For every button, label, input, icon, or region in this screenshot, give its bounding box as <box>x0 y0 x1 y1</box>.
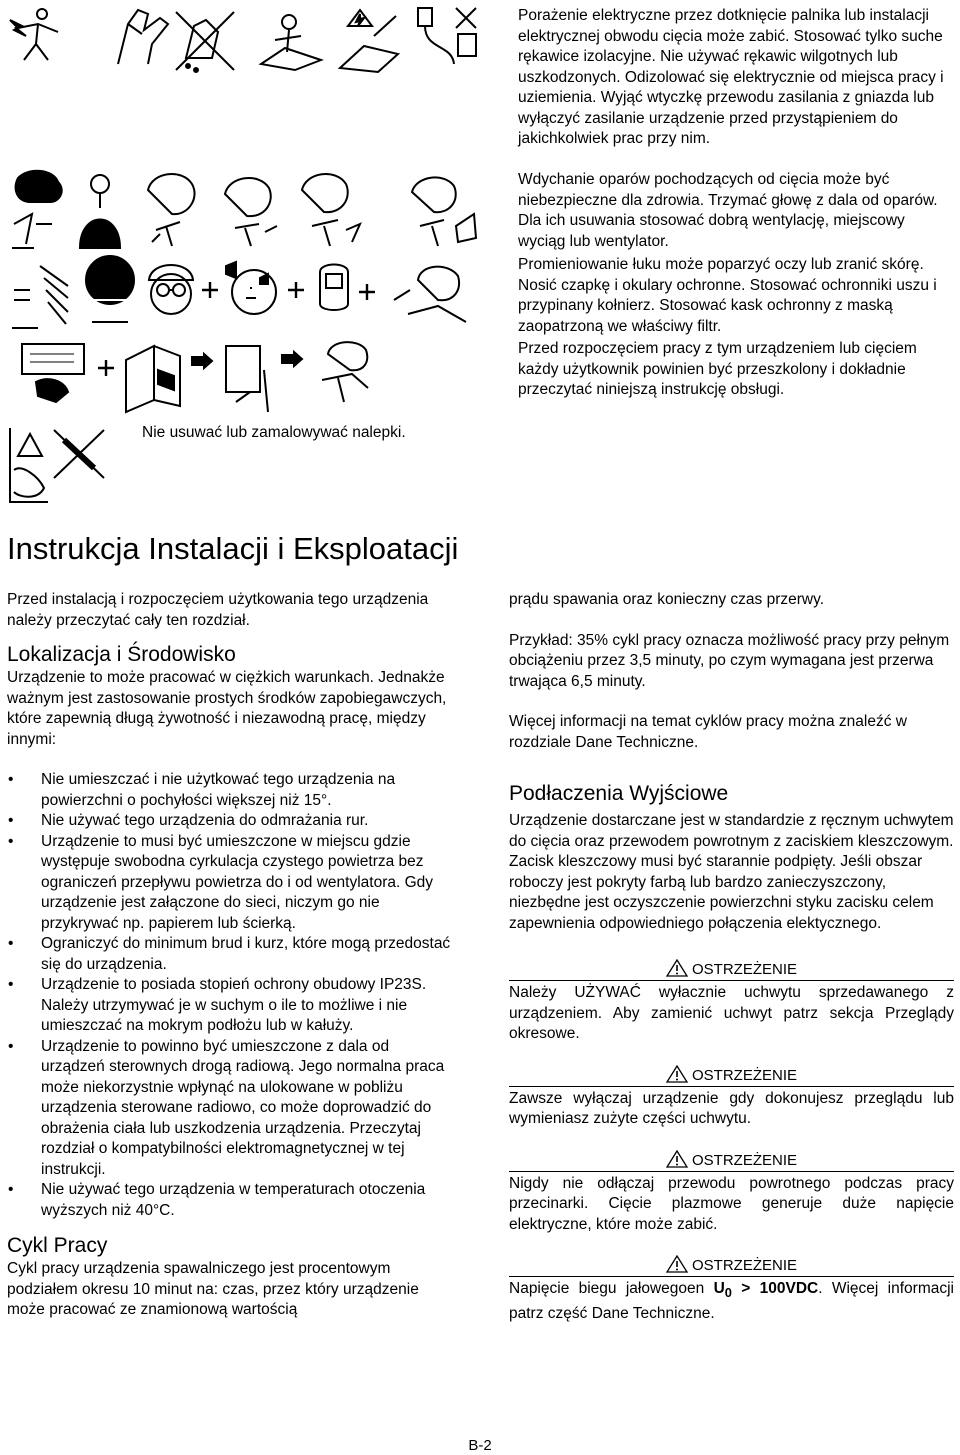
location-bullet-list <box>7 770 457 1221</box>
head-away-from-fumes-icon <box>138 170 204 250</box>
plus-sign <box>357 282 377 302</box>
breathing-person-icon <box>72 170 128 250</box>
caution-title-text: OSTRZEŻENIE <box>691 1151 797 1169</box>
list-item-text: Urządzenie to musi być umieszczone w miejscu gdzie występuje swobodna cyrkulacja czystego powietrza bez ograniczeń przepływu powietrza do i od wentylatora. Gdy urządzenie jest załączone do sieci, niczym go nie przykrywać np. papierem lub ścierką. <box>41 832 434 932</box>
list-item <box>7 934 457 975</box>
caution-box <box>509 1065 954 1130</box>
output-connections-body: Urządzenie dostarczane jest w standardzie z ręcznym uchwytem do cięcia oraz przewodem powrotnym z zaciskiem kleszczowym. Zacisk kleszczowy musi być starannie podpięty. Jeśli obszar roboczy jest pokryty farbą lub bardzo zanieczyszczony, niezbędne jest oczyszczenie powierzchni styku zacisku celem zapewnienia odpowiedniego połączenia elektycznego. <box>509 812 954 932</box>
warning-electric-shock: Porażenie elektryczne przez dotknięcie palnika lub instalacji elektrycznej obwodu cięcia może zabić. Stosować tylko suche rękawice izolacyjne. Nie używać rękawic wilgotnych lub uszkodzonych. Odizolować się elektrycznie od miejsca pracy i uziemienia. Wyjąć wtyczkę przewodu zasilania z gniazda lub wyłączyć zasilanie urządzenie przed przystąpieniem do jakichkolwiek prac przy nim. <box>518 7 944 147</box>
ear-protection-icon <box>222 258 288 334</box>
high-voltage-warning-icon <box>334 6 404 74</box>
plus-sign <box>96 358 116 378</box>
warning-triangle-icon <box>666 1255 688 1273</box>
read-manual-icon <box>118 340 188 414</box>
plus-sign <box>200 280 220 300</box>
warning-triangle-icon <box>666 1150 688 1168</box>
warning-triangle-icon <box>666 1065 688 1083</box>
location-heading: Lokalizacja i Środowisko <box>7 643 236 666</box>
caution-title <box>509 959 954 980</box>
label-note: Nie usuwać lub zamalowywać nalepki. <box>142 424 406 441</box>
voltage-symbol: U <box>713 1280 725 1297</box>
plus-sign <box>286 280 306 300</box>
warning-label-sheet-icon <box>20 342 86 404</box>
voltage-value: > 100VDC <box>731 1280 819 1297</box>
unplug-power-icon <box>412 4 482 72</box>
caution-text-before: Napięcie biegu jałowegoen <box>509 1280 714 1297</box>
welder-helmet-icon <box>388 260 480 332</box>
burn-face-icon <box>78 250 144 332</box>
list-item-text: Urządzenie to powinno być umieszczone z dala od urządzeń sterownych drogą radiową. Jego normalna praca może niekorzystnie wpłynąć na ulokowane w pobliżu urządzenia sterowane radiowo, co może doprowadzić do obrażenia ciała lub uszkodzenia urządzenia. Przeczytaj rozdział o kompatybilności elektromagnetycznej w tej instrukcji. <box>41 1037 445 1178</box>
arrow-right-icon <box>282 352 302 366</box>
duty-cycle-more-info: Więcej informacji na temat cyklów pracy można znaleźć w rozdziale Dane Techniczne. <box>509 713 907 751</box>
warning-fumes: Wdychanie oparów pochodzących od cięcia może być niebezpieczne dla zdrowia. Trzymać głowę z dala od oparów. Dla ich usuwania stosować dobrą wentylację, miejscowy wyciąg lub wentylator. <box>518 171 938 250</box>
page-title: Instrukcja Instalacji i Eksploatacji <box>7 531 459 566</box>
bullet-icon: • <box>8 771 14 788</box>
bullet-icon: • <box>8 1037 14 1055</box>
caution-box <box>509 959 954 1045</box>
bullet-icon: • <box>8 935 14 952</box>
insulation-mat-icon <box>255 4 325 72</box>
bullet-icon: • <box>8 976 14 993</box>
arrow-right-icon <box>192 354 212 368</box>
caution-box <box>509 1150 954 1236</box>
bullet-icon: • <box>8 1181 14 1198</box>
welding-mask-filter-icon <box>316 262 352 314</box>
list-item <box>7 1180 457 1221</box>
no-wet-gloves-icon <box>172 8 238 74</box>
duty-cycle-tail: prądu spawania oraz konieczny czas przerwy. <box>509 591 825 608</box>
duty-cycle-example: Przykład: 35% cykl pracy oznacza możliwość pracy przy pełnym obciążeniu przez 3,5 minuty, po czym wymagana jest przerwa trwająca 6,5 minuty. <box>509 631 950 690</box>
voltage-subscript: 0 <box>724 1285 732 1301</box>
list-item <box>7 832 457 935</box>
caution-title <box>509 1255 954 1276</box>
safety-glasses-cap-icon <box>143 256 199 328</box>
caution-body: Nigdy nie odłączaj przewodu powrotnego podczas pracy przecinarki. Cięcie plazmowe generuje duże napięcie elektryczne, które może zabić. <box>509 1171 954 1236</box>
warning-label-panel <box>0 0 960 505</box>
list-item-text: Nie umieszczać i nie użytkować tego urządzenia na powierzchni o pochyłości większej niż 15°. <box>41 771 396 809</box>
welding-helmet-vent-icon <box>215 172 281 250</box>
caution-box <box>509 1255 954 1324</box>
warning-triangle-icon <box>666 959 688 977</box>
list-item <box>7 811 457 832</box>
caution-body: Należy UŻYWAĆ wyłacznie uchwytu sprzedawanego z urządzeniem. Aby zamienić uchwyt patrz sekcja Przeglądy okresowe. <box>509 980 954 1045</box>
bullet-icon: • <box>8 832 14 850</box>
duty-cycle-body: Cykl pracy urządzenia spawalniczego jest procentowym podziałem okresu 10 minut na: czas, przez który urządzenie może pracować ze znamionową wartością <box>7 1260 419 1318</box>
left-column <box>7 590 457 1321</box>
service-manual-icon <box>222 340 278 414</box>
caution-text-after: . Więcej informacji patrz część Dane Techniczne. <box>509 1280 954 1322</box>
caution-title-text: OSTRZEŻENIE <box>691 1066 797 1084</box>
page-number: B-2 <box>468 1437 492 1454</box>
list-item <box>7 1037 457 1181</box>
warning-arc-rays: Promieniowanie łuku może poparzyć oczy lub zranić skórę. Nosić czapkę i okulary ochronne. Stosować ochronniki uszu i przypinany kołnierz. Stosować kask ochronny z maską zaopatrzoną we właściwy filtr. <box>518 256 937 335</box>
location-body: Urządzenie to może pracować w ciężkich warunkach. Jednakże ważnym jest zastosowanie prostych środków zapobiegawczych, które zapewnią długą żywotność i niezawodną pracę, między innymi: <box>7 669 447 748</box>
operator-training-icon <box>308 336 378 408</box>
fumes-inhalation-icon <box>10 168 70 250</box>
local-exhaust-icon <box>292 166 362 252</box>
bullet-icon: • <box>8 812 14 829</box>
ventilation-fan-icon <box>404 170 480 250</box>
caution-title <box>509 1150 954 1171</box>
output-connections-heading: Podłaczenia Wyjściowe <box>509 782 729 805</box>
warning-training: Przed rozpoczęciem pracy z tym urządzeniem lub cięciem każdy użytkownik powinien być przeszkolony i dokładnie przeczytać niniejszą instrukcję obsługi. <box>518 340 917 398</box>
duty-cycle-heading: Cykl Pracy <box>7 1234 108 1257</box>
list-item <box>7 770 457 811</box>
do-not-remove-label-icon <box>8 418 112 504</box>
list-item <box>7 975 457 1037</box>
arc-rays-icon <box>10 258 72 336</box>
caution-title <box>509 1065 954 1086</box>
caution-title-text: OSTRZEŻENIE <box>691 961 797 978</box>
insulated-glove-icon <box>108 4 180 70</box>
intro-paragraph: Przed instalacją i rozpoczęciem użytkowania tego urządzenia należy przeczytać cały ten rozdział. <box>7 591 429 629</box>
list-item-text: Nie używać tego urządzenia w temperaturach otoczenia wyższych niż 40°C. <box>41 1181 426 1219</box>
duty-cycle-continuation <box>509 590 954 1324</box>
list-item-text: Nie używać tego urządzenia do odmrażania rur. <box>41 812 369 829</box>
list-item-text: Urządzenie to posiada stopień ochrony obudowy IP23S. Należy utrzymywać je w suchym o ile to możliwe i nie umieszczać na mokrym podłożu lub w kałuży. <box>41 976 427 1034</box>
caution-body <box>509 1276 954 1324</box>
list-item-text: Ograniczyć do minimum brud i kurz, które mogą przedostać się do urządzenia. <box>41 935 451 973</box>
caution-title-text: OSTRZEŻENIE <box>691 1257 797 1274</box>
caution-body: Zawsze wyłączaj urządzenie gdy dokonujesz przeglądu lub wymieniasz zużyte części uchwytu. <box>509 1086 954 1130</box>
electric-shock-person-icon <box>8 6 68 66</box>
